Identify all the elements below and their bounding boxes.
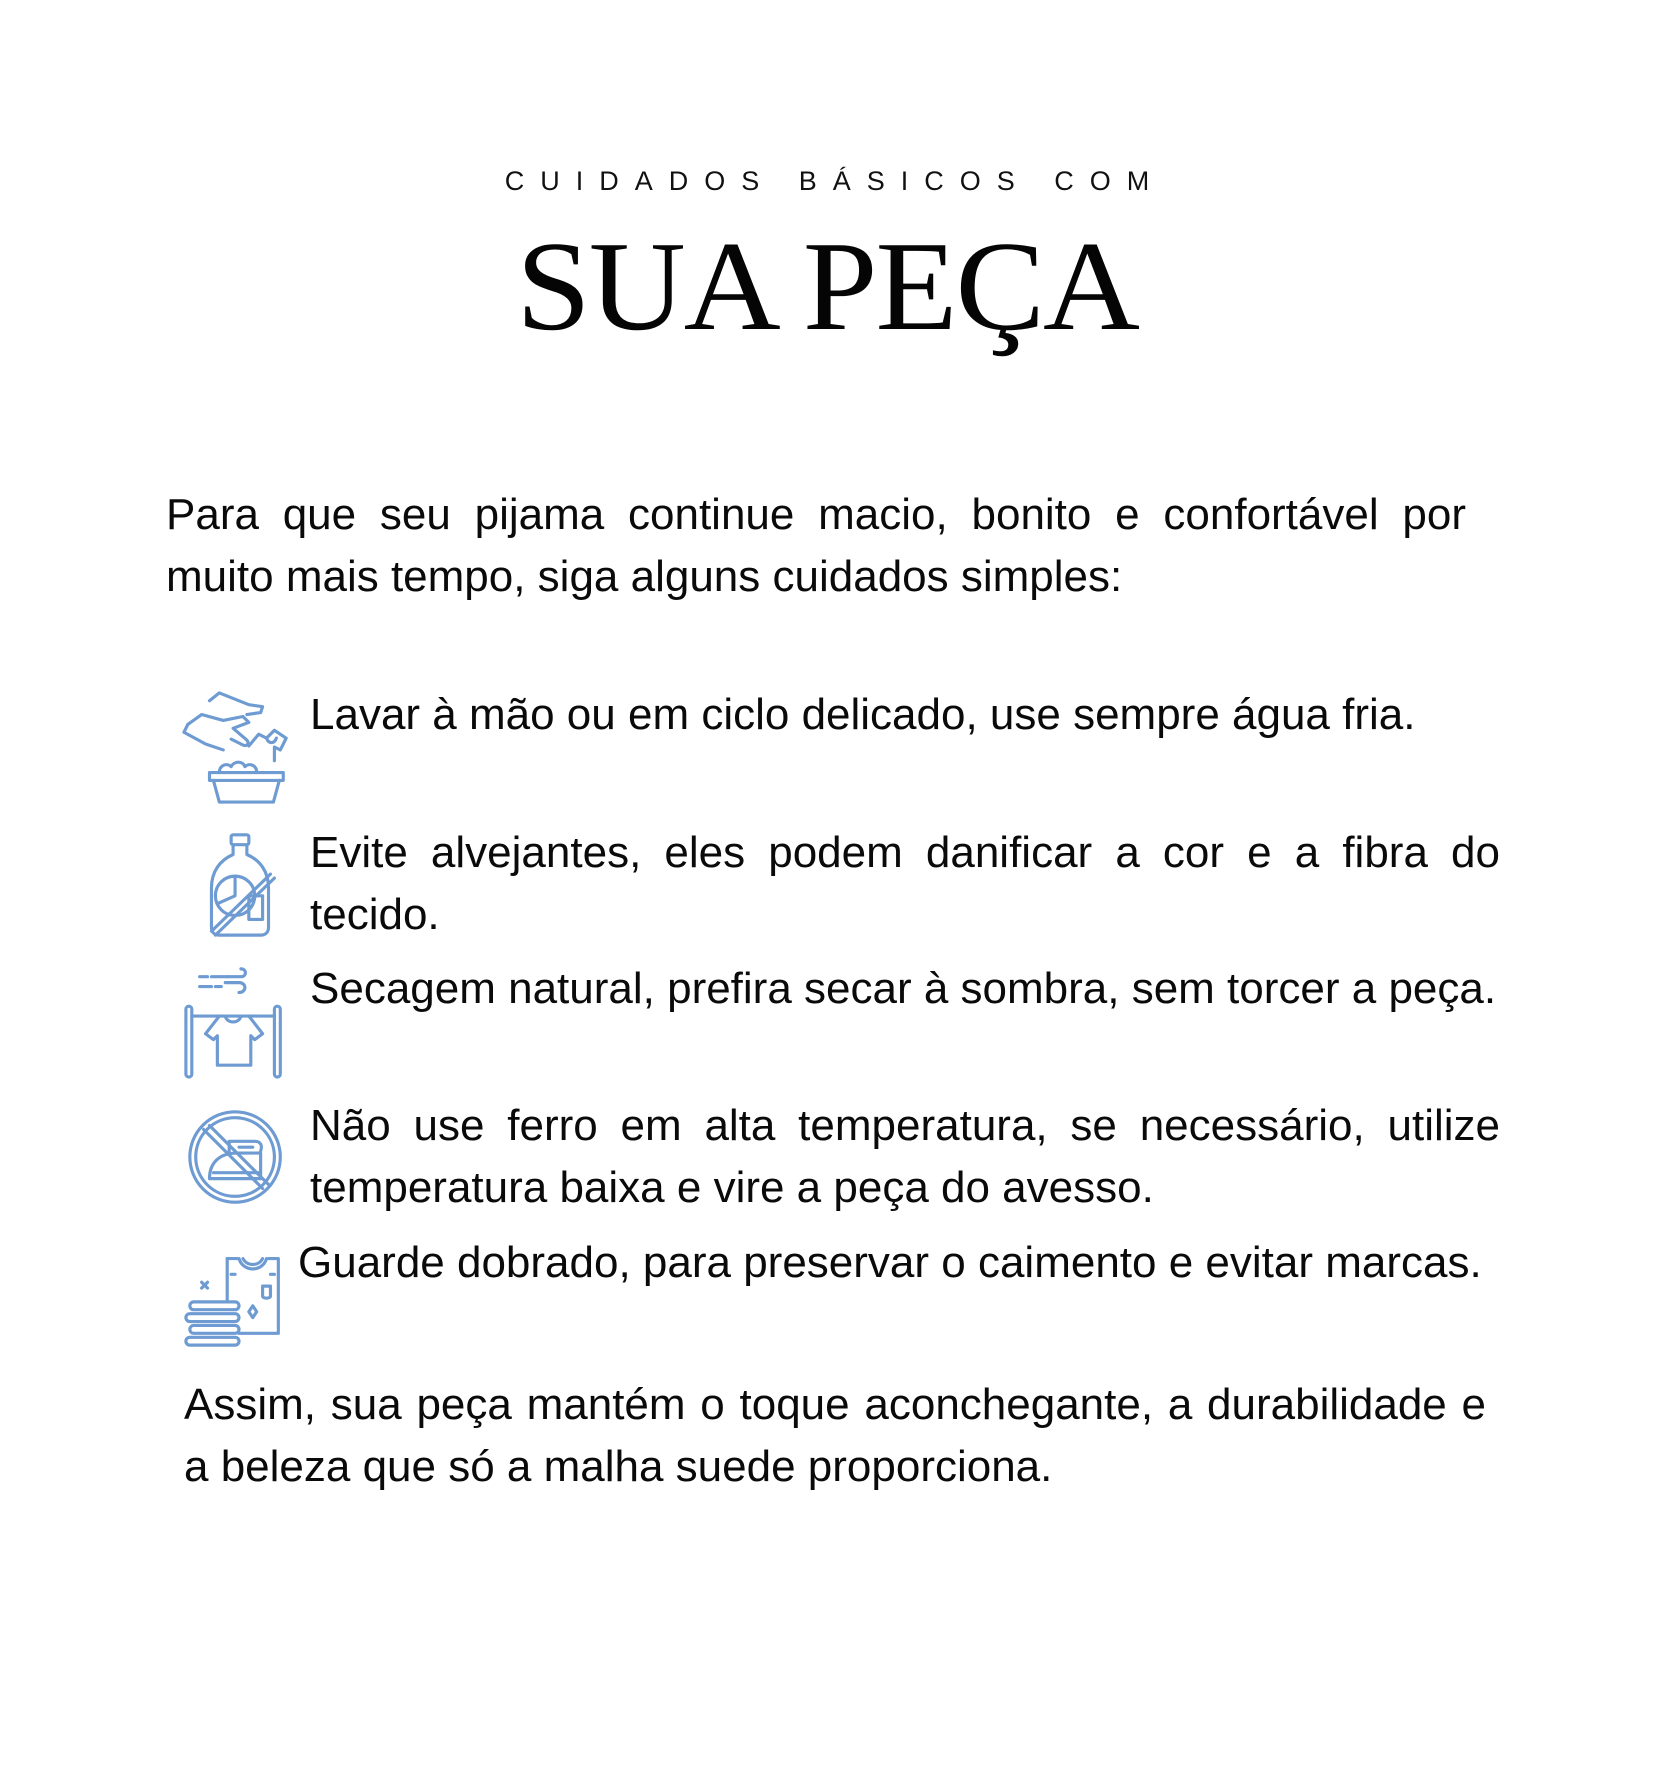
hand-wash-icon bbox=[180, 684, 310, 808]
care-item-folded bbox=[180, 1232, 1500, 1356]
care-item-text: Guarde dobrado, para preservar o caimento e evitar marcas. bbox=[298, 1238, 1482, 1287]
intro-paragraph: Para que seu pijama continue macio, bonito e confortável por muito mais tempo, siga alguns cuidados simples: bbox=[166, 490, 1466, 601]
care-item-no-iron bbox=[180, 1095, 1500, 1219]
page-subtitle: CUIDADOS BÁSICOS COM bbox=[504, 166, 1166, 196]
care-item-text: Evite alvejantes, eles podem danificar a cor e a fibra do tecido. bbox=[310, 828, 1500, 939]
care-item-text: Não use ferro em alta temperatura, se necessário, utilize temperatura baixa e vire a peça do avesso. bbox=[310, 1101, 1500, 1212]
page-title: SUA PEÇA bbox=[516, 215, 1138, 357]
folded-clothes-icon bbox=[180, 1232, 298, 1356]
care-item-text: Secagem natural, prefira secar à sombra, sem torcer a peça. bbox=[310, 964, 1497, 1013]
care-item-line-dry bbox=[180, 958, 1500, 1082]
care-item-no-bleach bbox=[180, 822, 1500, 946]
line-dry-icon bbox=[180, 958, 310, 1082]
no-bleach-icon bbox=[180, 822, 310, 946]
no-iron-icon bbox=[180, 1095, 310, 1219]
care-item-text: Lavar à mão ou em ciclo delicado, use sempre água fria. bbox=[310, 690, 1416, 739]
outro-paragraph: Assim, sua peça mantém o toque aconchegante, a durabilidade e a beleza que só a malha suede proporciona. bbox=[184, 1380, 1486, 1491]
care-item-hand-wash bbox=[180, 684, 1500, 808]
